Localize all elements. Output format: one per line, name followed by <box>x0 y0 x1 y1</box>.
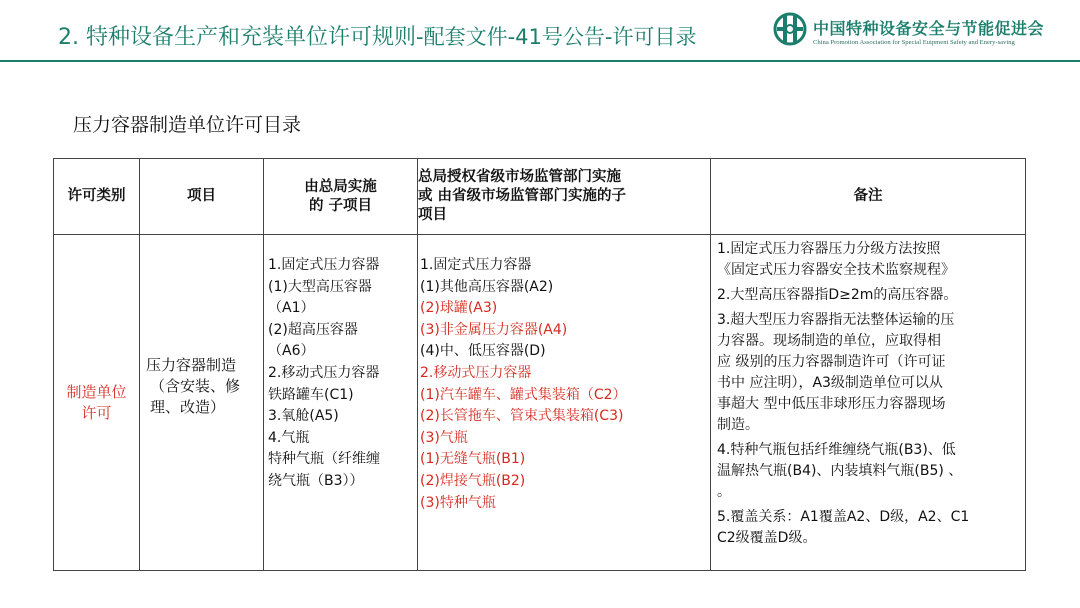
list-item-highlighted: (2)焊接气瓶(B2) <box>420 472 526 489</box>
list-item-highlighted: (3)气瓶 <box>420 429 468 446</box>
permit-catalog-table <box>53 158 1026 571</box>
list-item-highlighted: (3)特种气瓶 <box>420 494 496 511</box>
table-header-row <box>54 159 1026 235</box>
list-item: 4.气瓶 <box>268 429 310 446</box>
list-item: 1.固定式压力容器 <box>268 257 380 273</box>
note-line: 温解热气瓶(B4)、内装填料气瓶(B5) 、 <box>717 463 963 479</box>
list-item: 3.氧舱(A5) <box>268 408 339 425</box>
association-logo <box>773 12 1073 52</box>
note-line: 应 级别的压力容器制造许可（许可证 <box>717 354 946 370</box>
note-line: C2级覆盖D级。 <box>717 530 817 546</box>
header-category: 许可类别 <box>54 159 140 235</box>
note-line: 1.固定式压力容器压力分级方法按照 <box>717 241 941 257</box>
note-line: 5.覆盖关系：A1覆盖A2、D级，A2、C1 <box>717 509 970 525</box>
logo-chinese-name: 中国特种设备安全与节能促进会 <box>813 19 1045 38</box>
header-province-subprojects <box>418 159 711 235</box>
list-item: （A1） <box>268 300 315 317</box>
note-line: 力容器。现场制造的单位，应取得相 <box>717 333 941 349</box>
header-bureau-line: 的 子项目 <box>308 197 373 214</box>
note-line: 4.特种气瓶包括纤维缠绕气瓶(B3)、低 <box>717 442 956 458</box>
list-item: 2.移动式压力容器 <box>268 364 380 381</box>
note-5 <box>717 507 1019 549</box>
logo-english-name: China Promotion Association for Special Euipment Safety and Enery-saving <box>813 39 1015 46</box>
note-line: 事超大 型中低压非球形压力容器现场 <box>717 396 946 412</box>
category-line: 许可 <box>81 403 112 422</box>
project-line: （含安装、修 <box>150 377 241 395</box>
list-item: （A6） <box>268 343 315 360</box>
header-bureau-line: 由总局实施 <box>304 178 377 195</box>
note-line: 《固定式压力容器安全技术监察规程》 <box>717 262 955 278</box>
category-line: 制造单位 <box>66 382 127 401</box>
list-item: 1.固定式压力容器 <box>420 257 532 273</box>
list-item-highlighted: 2.移动式压力容器 <box>420 364 532 381</box>
list-item-highlighted: (2)长管拖车、管束式集装箱(C3) <box>420 408 624 425</box>
note-3 <box>717 310 1019 436</box>
slide-title-sub: -配套文件-41号公告-许可目录 <box>416 25 697 49</box>
slide-title <box>58 20 696 51</box>
cell-bureau-subprojects <box>264 235 418 571</box>
list-item: 绕气瓶（B3）） <box>268 472 364 489</box>
slide-title-main: 2. 特种设备生产和充装单位许可规则 <box>58 25 416 50</box>
cell-province-subprojects <box>418 235 711 571</box>
list-item: 特种气瓶（纤维缠 <box>268 451 380 468</box>
note-4 <box>717 440 1019 503</box>
header-divider <box>0 60 1080 62</box>
note-line: 制造。 <box>717 417 759 433</box>
note-line: 。 <box>717 484 731 500</box>
list-item-highlighted: (3)非金属压力容器(A4) <box>420 321 568 338</box>
list-item-highlighted: (2)球罐(A3) <box>420 300 498 317</box>
list-item-highlighted: (1)汽车罐车、罐式集装箱（C2） <box>420 386 627 403</box>
project-line: 压力容器制造 <box>146 356 237 374</box>
header-province-line: 或 由省级市场监管部门实施的子 <box>418 188 627 204</box>
header-notes: 备注 <box>711 159 1026 235</box>
header-bureau-subprojects <box>264 159 418 235</box>
cell-notes <box>711 235 1026 571</box>
note-line: 3.超大型压力容器指无法整体运输的压 <box>717 312 955 328</box>
list-item: (4)中、低压容器(D) <box>420 343 546 360</box>
list-item: (1)其他高压容器(A2) <box>420 278 554 295</box>
note-2 <box>717 285 1019 306</box>
header-project: 项目 <box>140 159 264 235</box>
list-item-highlighted: (1)无缝气瓶(B1) <box>420 451 526 468</box>
note-line: 书中 应注明），A3级制造单位可以从 <box>717 375 943 391</box>
association-emblem-icon <box>773 12 807 46</box>
note-line: 2.大型高压容器指D≥2m的高压容器。 <box>717 287 958 303</box>
cell-category <box>54 235 140 571</box>
list-item: 铁路罐车(C1) <box>268 386 354 403</box>
list-item: (1)大型高压容器 <box>268 278 372 295</box>
section-title: 压力容器制造单位许可目录 <box>73 114 302 136</box>
note-1 <box>717 239 1019 281</box>
header-province-line: 项目 <box>418 207 447 223</box>
table-row <box>54 235 1026 571</box>
header-province-line: 总局授权省级市场监管部门实施 <box>418 169 621 185</box>
list-item: (2)超高压容器 <box>268 321 358 338</box>
cell-project <box>140 235 264 571</box>
project-line: 理、改造） <box>150 398 226 416</box>
